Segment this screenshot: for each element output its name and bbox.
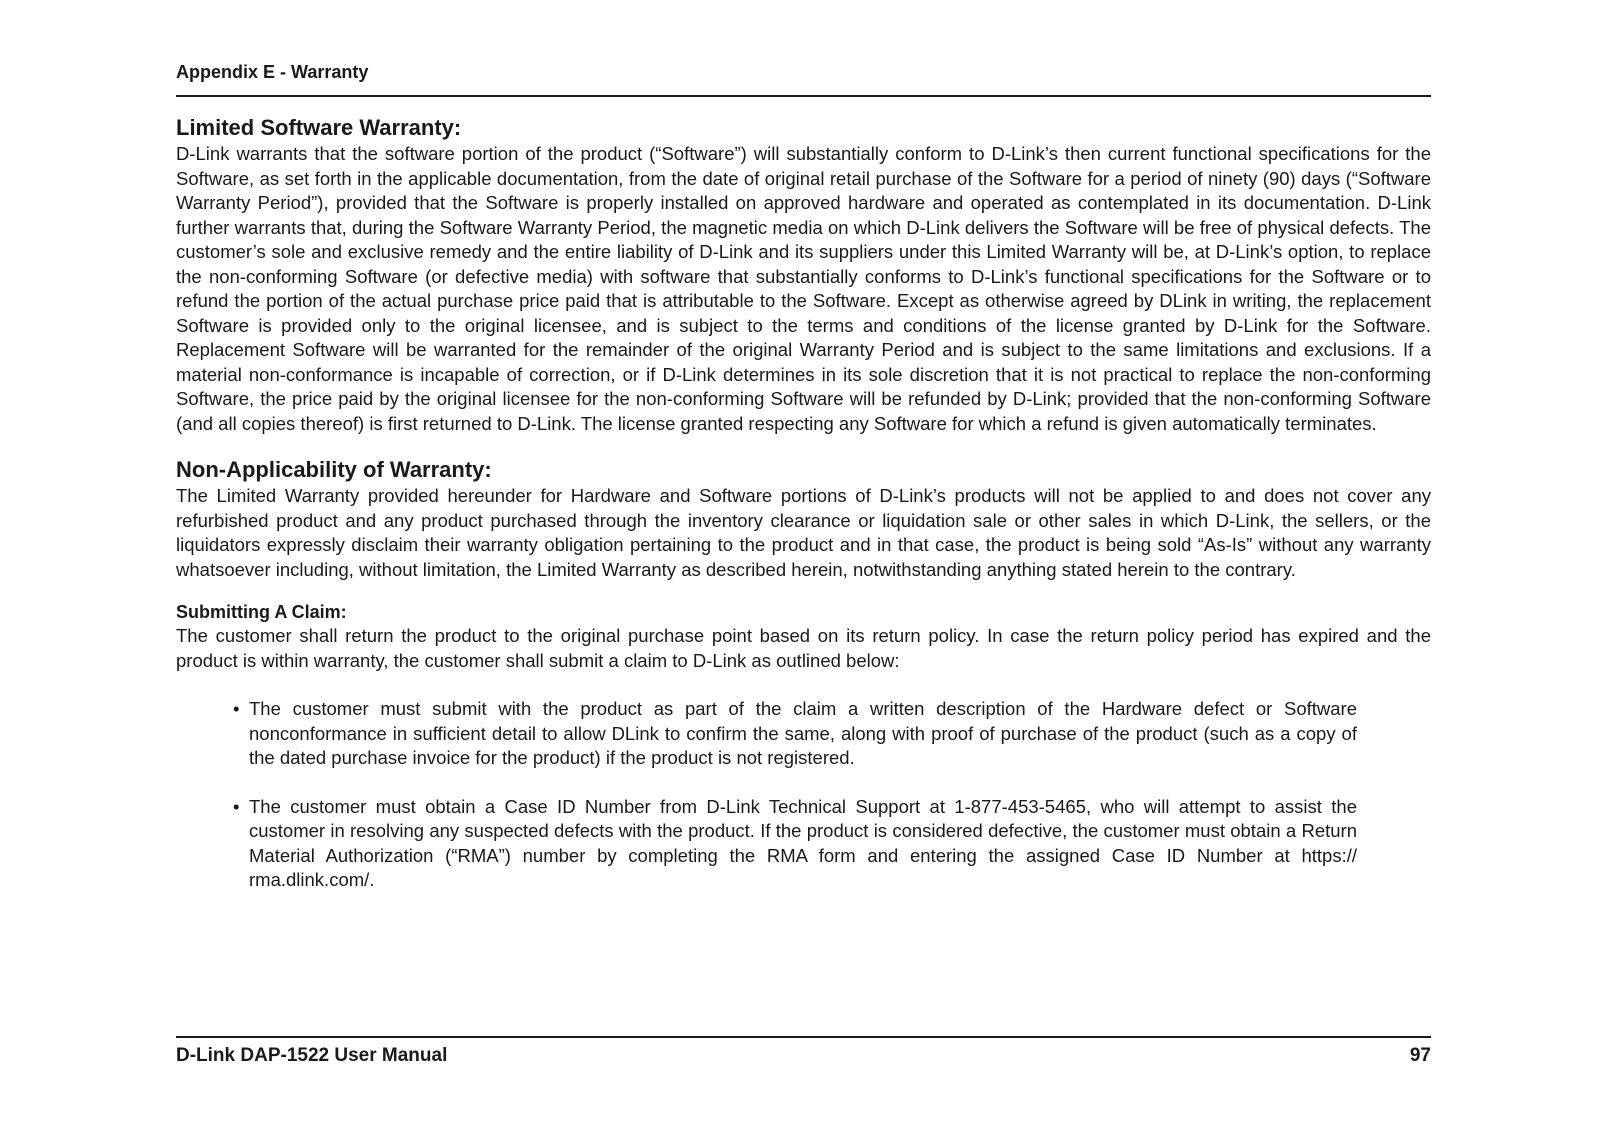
list-item <box>233 697 1357 771</box>
page-number: 97 <box>1409 1045 1431 1066</box>
page-footer <box>176 1043 1431 1069</box>
section-heading: Limited Software Warranty: <box>176 115 462 140</box>
page-content <box>176 114 1431 917</box>
list-item <box>233 795 1357 893</box>
section-body: D-Link warrants that the software portion of the product (“Software”) will substantially conform to D-Link’s then current functional specifications for the Software, as set forth in the applicable documentation, from the date of original retail purchase of the Software for a period of ninety (90) days (“Software Warranty Period”), provided that the Software is properly installed on approved hardware and operated as contemplated in its documentation. D-Link further warrants that, during the Software Warranty Period, the magnetic media on which D-Link delivers the Software will be free of physical defects. The customer’s sole and exclusive remedy and the entire liability of D-Link and its suppliers under this Limited Warranty will be, at D-Link’s option, to replace the non-conforming Software (or defective media) with software that substantially conforms to D-Link’s functional specifications for the Software or to refund the portion of the actual purchase price paid that is attributable to the Software. Except as otherwise agreed by DLink in writing, the replacement Software is provided only to the original licensee, and is subject to the terms and conditions of the license granted by D-Link for the Software. Replacement Software will be warranted for the remainder of the original Warranty Period and is subject to the same limitations and exclusions. If a material non-conformance is incapable of correction, or if D-Link determines in its sole discretion that it is not practical to replace the non-conforming Software, the price paid by the original licensee for the non-conforming Software will be refunded by D-Link; provided that the non-conforming Software (and all copies thereof) is first returned to D-Link. The license granted respecting any Software for which a refund is given automatically terminates. <box>176 143 1431 434</box>
header-divider <box>176 95 1431 97</box>
header-title: Appendix E - Warranty <box>176 62 369 82</box>
limited-software-warranty-section <box>176 114 1431 436</box>
document-page <box>176 0 1431 1131</box>
footer-divider <box>176 1036 1431 1038</box>
bullet-icon: • <box>233 795 240 817</box>
section-body: The Limited Warranty provided hereunder for Hardware and Software portions of D-Link’s products will not be applied to and does not cover any refurbished product and any product purchased through the inventory clearance or liquidation sale or other sales in which D-Link, the sellers, or the liquidators expressly disclaim their warranty obligation pertaining to the product and in that case, the product is being sold “As-Is” without any warranty whatsoever including, without limitation, the Limited Warranty as described herein, notwithstanding anything stated herein to the contrary. <box>176 485 1431 580</box>
section-heading: Non-Applicability of Warranty: <box>176 457 492 482</box>
claim-steps-list <box>176 697 1357 893</box>
manual-title: D-Link DAP-1522 User Manual <box>176 1045 448 1066</box>
list-item-text: The customer must submit with the product as part of the claim a written description of the Hardware defect or Software nonconformance in sufficient detail to allow DLink to confirm the same, along with proof of purchase of the product (such as a copy of the dated purchase invoice for the product) if the product is not registered. <box>249 698 1357 768</box>
submitting-claim-section <box>176 600 1431 893</box>
list-item-text: The customer must obtain a Case ID Number from D-Link Technical Support at 1-877-453-5465, who will attempt to assist the customer in resolving any suspected defects with the product. If the product is considered defective, the customer must obtain a Return Material Authorization (“RMA”) number by completing the RMA form and entering the assigned Case ID Number at https:// rma.dlink.com/. <box>249 795 1357 890</box>
subsection-heading: Submitting A Claim: <box>176 602 347 622</box>
bullet-icon: • <box>233 698 240 719</box>
non-applicability-section <box>176 456 1431 582</box>
section-body: The customer shall return the product to the original purchase point based on its return policy. In case the return policy period has expired and the product is within warranty, the customer shall submit a claim to D-Link as outlined below: <box>176 625 1431 671</box>
page-header <box>176 60 1431 84</box>
